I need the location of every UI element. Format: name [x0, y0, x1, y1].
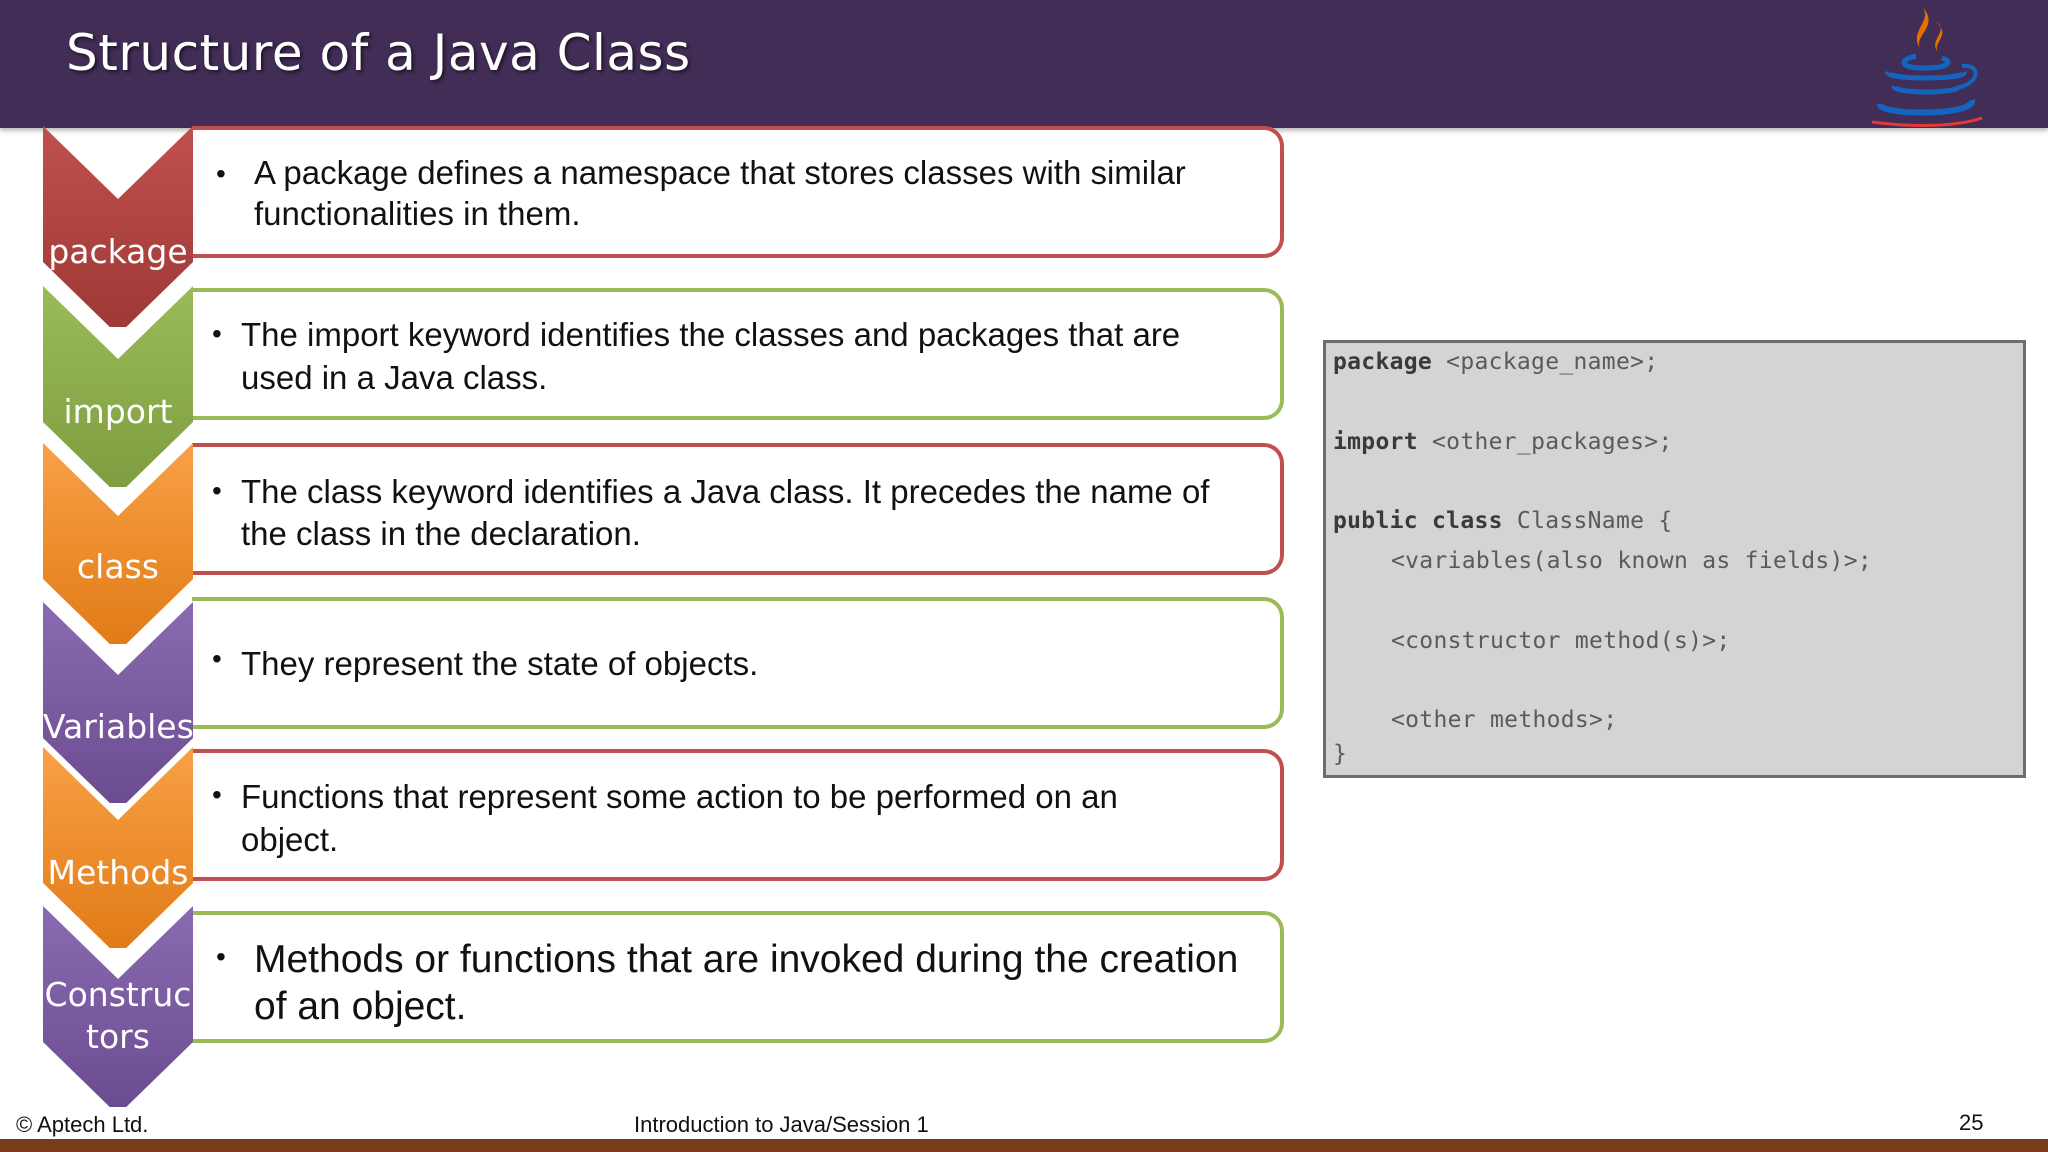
bullet: •: [216, 941, 226, 972]
course-title: Introduction to Java/Session 1: [634, 1112, 929, 1137]
slide-header: [0, 0, 2048, 128]
chevron-label: tors: [86, 1017, 150, 1056]
description-box-package: [192, 126, 1284, 258]
chevron-package: [43, 126, 193, 327]
description-box-methods: [192, 749, 1284, 881]
description-box-variables: [192, 597, 1284, 729]
chevron-label: import: [63, 392, 173, 431]
code-sample-box: [1323, 340, 2026, 778]
chevron-label: package: [48, 232, 188, 271]
code-line: <constructor method(s)>;: [1391, 628, 1731, 654]
chevron-label: Variables: [43, 707, 194, 746]
code-line: }: [1333, 741, 1348, 767]
code-line: import <other_packages>;: [1333, 429, 1673, 455]
chevron-label: Methods: [47, 853, 189, 892]
chevron-label: class: [77, 547, 159, 586]
bullet: •: [212, 643, 222, 674]
bullet: •: [216, 158, 226, 189]
bullet: •: [212, 475, 222, 506]
code-line: public class ClassName {: [1333, 508, 1673, 534]
code-line: package <package_name>;: [1333, 349, 1659, 375]
bullet: •: [212, 779, 222, 810]
description-line: functionalities in them.: [254, 195, 581, 232]
footer-bar: [0, 1139, 2048, 1152]
copyright-text: © Aptech Ltd.: [16, 1112, 149, 1137]
chevron-label: Construc: [44, 975, 192, 1014]
description-box-import: [192, 288, 1284, 420]
description-line: the class in the declaration.: [241, 515, 641, 552]
description-line: The import keyword identifies the classes and packages that are: [241, 316, 1181, 353]
description-line: Functions that represent some action to be performed on an: [241, 778, 1118, 815]
description-line: used in a Java class.: [241, 359, 548, 396]
code-line: <other methods>;: [1391, 707, 1618, 733]
description-line: of an object.: [254, 985, 467, 1028]
java-logo-icon: [1858, 0, 1988, 128]
bullet: •: [212, 318, 222, 349]
description-line: They represent the state of objects.: [241, 645, 759, 682]
description-line: Methods or functions that are invoked during the creation: [254, 938, 1239, 981]
description-line: A package defines a namespace that stores classes with similar: [254, 154, 1186, 191]
code-line: <variables(also known as fields)>;: [1391, 548, 1873, 574]
description-line: object.: [241, 821, 339, 858]
slide-title: Structure of a Java Class: [66, 24, 691, 82]
description-box-class: [192, 443, 1284, 575]
description-box-constructors: [192, 911, 1284, 1043]
page-number: 25: [1959, 1110, 1984, 1135]
description-line: The class keyword identifies a Java class. It precedes the name of: [241, 473, 1210, 510]
